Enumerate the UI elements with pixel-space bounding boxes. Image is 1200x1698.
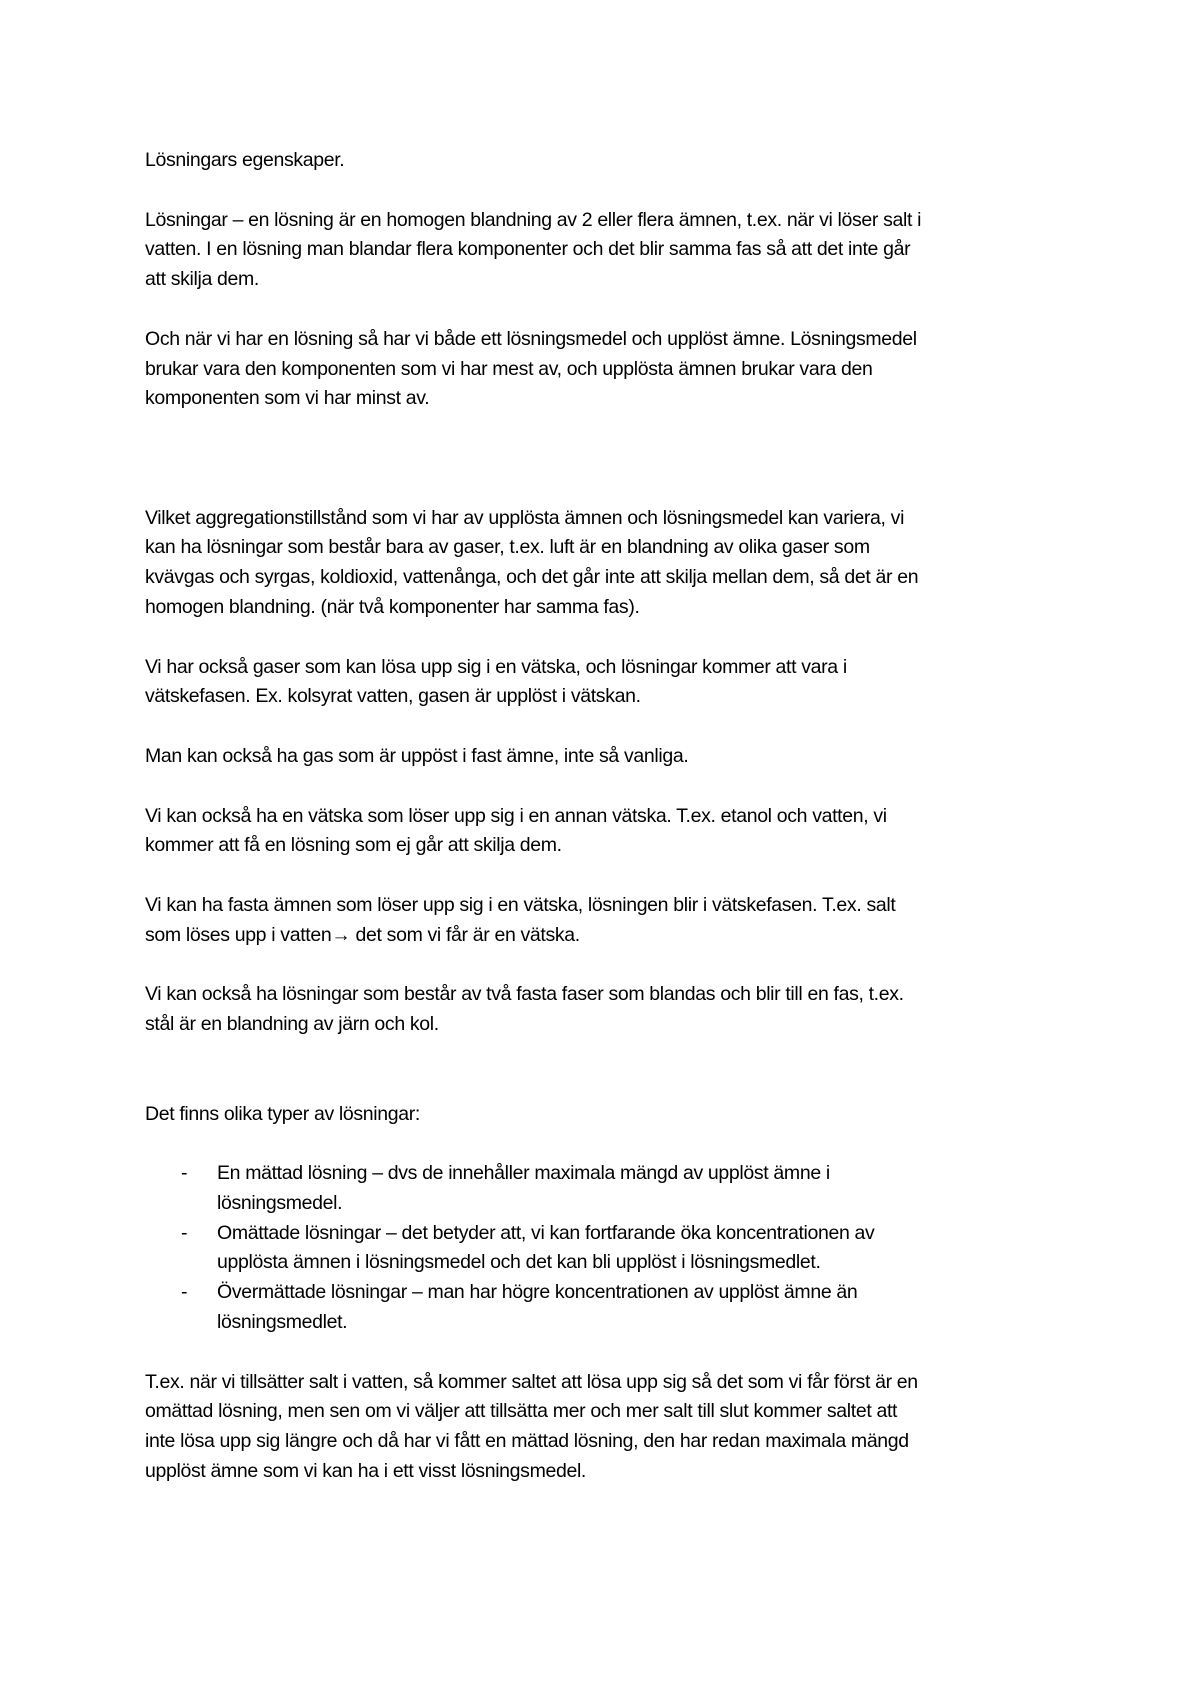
list-item-continuation — [145, 1189, 1065, 1219]
list-item-text: lösningsmedlet. — [217, 1311, 348, 1334]
gas-solid-paragraph — [145, 742, 1065, 772]
paragraph-line: Vi kan också ha en vätska som löser upp sig i en annan vätska. T.ex. etanol och vatten, vi — [145, 804, 887, 827]
list-item-text: En mättad lösning – dvs de innehåller maximala mängd av upplöst ämne i — [217, 1162, 830, 1185]
paragraph-line: homogen blandning. (när två komponenter har samma fas). — [145, 595, 640, 618]
paragraph-line — [145, 921, 1065, 951]
list-item-text: lösningsmedel. — [217, 1191, 343, 1214]
example-paragraph — [145, 1368, 1065, 1487]
paragraph-line: Vi har också gaser som kan lösa upp sig i en vätska, och lösningar kommer att vara i — [145, 655, 847, 678]
list-item — [145, 1278, 1065, 1308]
document-title: Lösningars egenskaper. — [145, 149, 345, 171]
paragraph-line: Vi kan också ha lösningar som består av två fasta faser som blandas och blir till en fas, t.ex. — [145, 983, 904, 1006]
paragraph-line: komponenten som vi har minst av. — [145, 387, 430, 410]
list-item-text: Övermättade lösningar – man har högre koncentrationen av upplöst ämne än — [217, 1281, 858, 1304]
paragraph-text: det som vi får är en vätska. — [350, 923, 580, 946]
liquid-liquid-paragraph — [145, 802, 1065, 862]
bullet-dash: - — [181, 1221, 188, 1244]
arrow-right-icon: → — [331, 923, 351, 946]
list-item-continuation — [145, 1308, 1065, 1338]
paragraph-line: omättad lösning, men sen om vi väljer att tillsätta mer och mer salt till slut kommer saltet att — [145, 1400, 898, 1423]
types-list — [145, 1159, 1065, 1338]
solid-liquid-paragraph — [145, 891, 1065, 951]
paragraph-line: kommer att få en lösning som ej går att skilja dem. — [145, 834, 562, 857]
paragraph-line: Vi kan ha fasta ämnen som löser upp sig i en vätska, lösningen blir i vätskefasen. T.ex. salt — [145, 893, 896, 916]
types-heading: Det finns olika typer av lösningar: — [145, 1102, 420, 1125]
paragraph-line: Man kan också ha gas som är uppöst i fast ämne, inte så vanliga. — [145, 744, 689, 767]
list-item — [145, 1159, 1065, 1189]
paragraph-line: upplöst ämne som vi kan ha i ett visst lösningsmedel. — [145, 1460, 587, 1483]
paragraph-line: kan ha lösningar som består bara av gaser, t.ex. luft är en blandning av olika gaser som — [145, 536, 870, 559]
paragraph-line: vatten. I en lösning man blandar flera komponenter och det blir samma fas så att det inte går — [145, 238, 911, 261]
solid-solid-paragraph — [145, 980, 1065, 1040]
paragraph-line: brukar vara den komponenten som vi har mest av, och upplösta ämnen brukar vara den — [145, 357, 873, 380]
bullet-dash: - — [181, 1162, 188, 1185]
list-item-continuation — [145, 1248, 1065, 1278]
bullet-dash: - — [181, 1281, 188, 1304]
paragraph-line: T.ex. när vi tillsätter salt i vatten, så kommer saltet att lösa upp sig så det som vi får först är en — [145, 1370, 918, 1393]
solvent-paragraph — [145, 325, 1065, 414]
intro-paragraph — [145, 206, 1065, 295]
paragraph-line: kvävgas och syrgas, koldioxid, vattenånga, och det går inte att skilja mellan dem, så det är en — [145, 566, 919, 589]
paragraph-line: Vilket aggregationstillstånd som vi har av upplösta ämnen och lösningsmedel kan variera, vi — [145, 506, 905, 529]
list-item — [145, 1219, 1065, 1249]
paragraph-line: att skilja dem. — [145, 268, 259, 291]
paragraph-text: som löses upp i vatten — [145, 923, 332, 946]
document-body — [145, 146, 1065, 1487]
aggregation-paragraph — [145, 504, 1065, 623]
list-item-text: Omättade lösningar – det betyder att, vi kan fortfarande öka koncentrationen av — [217, 1221, 875, 1244]
paragraph-line: vätskefasen. Ex. kolsyrat vatten, gasen är upplöst i vätskan. — [145, 685, 641, 708]
list-item-text: upplösta ämnen i lösningsmedel och det kan bli upplöst i lösningsmedlet. — [217, 1251, 821, 1274]
paragraph-line: inte lösa upp sig längre och då har vi fått en mättad lösning, den har redan maximala mängd — [145, 1430, 909, 1453]
gas-liquid-paragraph — [145, 653, 1065, 713]
paragraph-line: Lösningar – en lösning är en homogen blandning av 2 eller flera ämnen, t.ex. när vi löser salt i — [145, 208, 922, 231]
paragraph-line: stål är en blandning av järn och kol. — [145, 1013, 439, 1036]
paragraph-line: Och när vi har en lösning så har vi både ett lösningsmedel och upplöst ämne. Lösningsmedel — [145, 327, 917, 350]
